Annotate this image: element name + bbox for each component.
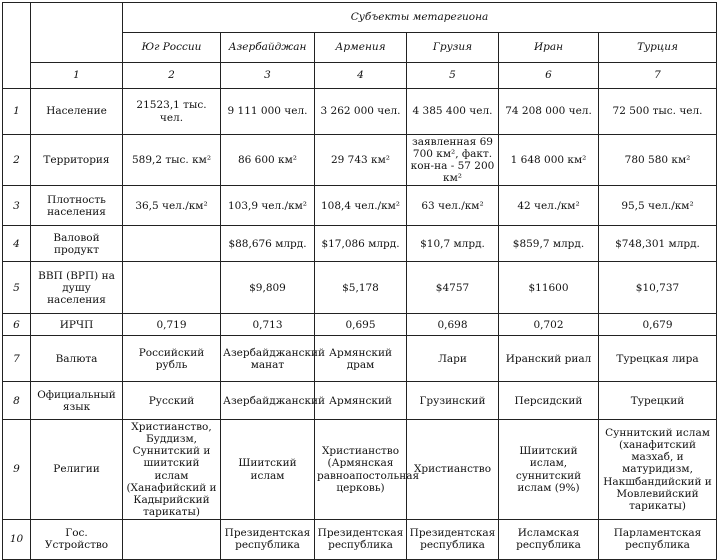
country-header: Юг России xyxy=(123,33,221,63)
table-cell: 0,679 xyxy=(599,314,717,336)
table-cell: 1 648 000 км² xyxy=(499,135,599,186)
table-cell: 86 600 км² xyxy=(221,135,315,186)
table-cell: Турецкая лира xyxy=(599,336,717,382)
table-row xyxy=(3,89,717,135)
table-cell: Иранский риал xyxy=(499,336,599,382)
row-number: 8 xyxy=(3,382,31,420)
table-cell: $10,737 xyxy=(599,262,717,314)
table-cell: Христианство, Буддизм, Суннитский и шиитский ислам (Ханафийский и Кадырийский тарикаты) xyxy=(123,420,221,520)
row-number: 10 xyxy=(3,519,31,559)
param-header-cell xyxy=(31,3,123,63)
table-cell: $11600 xyxy=(499,262,599,314)
table-cell: Христианство xyxy=(407,420,499,520)
row-label: Гос. Устройство xyxy=(31,519,123,559)
country-header: Иран xyxy=(499,33,599,63)
row-label: Валюта xyxy=(31,336,123,382)
column-number: 6 xyxy=(499,63,599,89)
row-label: ИРЧП xyxy=(31,314,123,336)
table-cell: 36,5 чел./км² xyxy=(123,186,221,226)
row-label: Валовой продукт xyxy=(31,226,123,262)
table-cell: Азербайджанский xyxy=(221,382,315,420)
table-cell: 63 чел./км² xyxy=(407,186,499,226)
table-cell: $88,676 млрд. xyxy=(221,226,315,262)
table-row xyxy=(3,519,717,559)
row-label: ВВП (ВРП) на душу населения xyxy=(31,262,123,314)
table-cell: Русский xyxy=(123,382,221,420)
table-cell xyxy=(123,519,221,559)
row-label: Религии xyxy=(31,420,123,520)
table-cell: 589,2 тыс. км² xyxy=(123,135,221,186)
table-row xyxy=(3,382,717,420)
table-row xyxy=(3,336,717,382)
table-cell: Парламентская республика xyxy=(599,519,717,559)
table-row xyxy=(3,262,717,314)
country-header: Грузия xyxy=(407,33,499,63)
column-number-row xyxy=(3,63,717,89)
table-cell: 21523,1 тыс. чел. xyxy=(123,89,221,135)
table-cell: 0,698 xyxy=(407,314,499,336)
table-cell: Президентская республика xyxy=(315,519,407,559)
table-row xyxy=(3,135,717,186)
table-row xyxy=(3,226,717,262)
table-cell: 3 262 000 чел. xyxy=(315,89,407,135)
table-cell: Азербайджанский манат xyxy=(221,336,315,382)
country-header: Азербайджан xyxy=(221,33,315,63)
table-cell: 103,9 чел./км² xyxy=(221,186,315,226)
row-label: Официальный язык xyxy=(31,382,123,420)
corner-cell xyxy=(3,3,31,89)
column-number: 1 xyxy=(31,63,123,89)
table-cell: Суннитский ислам (ханафитский мазхаб, и матуридизм, Накшбандийский и Мовлевийский тарикаты) xyxy=(599,420,717,520)
row-number: 7 xyxy=(3,336,31,382)
table-cell: Исламская республика xyxy=(499,519,599,559)
table-cell: Турецкий xyxy=(599,382,717,420)
column-number: 4 xyxy=(315,63,407,89)
table-cell: $17,086 млрд. xyxy=(315,226,407,262)
table-row xyxy=(3,420,717,520)
table-cell: Грузинский xyxy=(407,382,499,420)
table-cell xyxy=(123,226,221,262)
country-header: Армения xyxy=(315,33,407,63)
table-cell: Армянский драм xyxy=(315,336,407,382)
table-cell: 74 208 000 чел. xyxy=(499,89,599,135)
table-title: Субъекты метарегиона xyxy=(123,3,717,33)
table-cell: 95,5 чел./км² xyxy=(599,186,717,226)
row-number: 9 xyxy=(3,420,31,520)
table-cell: 4 385 400 чел. xyxy=(407,89,499,135)
table-cell: $4757 xyxy=(407,262,499,314)
table-cell xyxy=(123,262,221,314)
table-cell: заявленная 69 700 км², факт. кон-на - 57 200 км² xyxy=(407,135,499,186)
table-cell: $748,301 млрд. xyxy=(599,226,717,262)
table-cell: 0,702 xyxy=(499,314,599,336)
country-header: Турция xyxy=(599,33,717,63)
table-cell: 108,4 чел./км² xyxy=(315,186,407,226)
row-number: 5 xyxy=(3,262,31,314)
row-number: 2 xyxy=(3,135,31,186)
table-cell: Лари xyxy=(407,336,499,382)
table-cell: 42 чел./км² xyxy=(499,186,599,226)
table-cell: $859,7 млрд. xyxy=(499,226,599,262)
row-number: 1 xyxy=(3,89,31,135)
metaregion-table xyxy=(2,2,717,560)
row-number: 3 xyxy=(3,186,31,226)
table-cell: 29 743 км² xyxy=(315,135,407,186)
table-cell: $9,809 xyxy=(221,262,315,314)
table-cell: Президентская республика xyxy=(407,519,499,559)
table-cell: 0,719 xyxy=(123,314,221,336)
table-cell: 9 111 000 чел. xyxy=(221,89,315,135)
row-number: 4 xyxy=(3,226,31,262)
table-cell: Армянский xyxy=(315,382,407,420)
row-label: Плотность населения xyxy=(31,186,123,226)
column-number: 7 xyxy=(599,63,717,89)
table-cell: Шиитский ислам xyxy=(221,420,315,520)
table-cell: $10,7 млрд. xyxy=(407,226,499,262)
title-row xyxy=(3,3,717,33)
column-number: 2 xyxy=(123,63,221,89)
row-label: Территория xyxy=(31,135,123,186)
table-cell: 0,695 xyxy=(315,314,407,336)
table-row xyxy=(3,186,717,226)
table-cell: 72 500 тыс. чел. xyxy=(599,89,717,135)
row-number: 6 xyxy=(3,314,31,336)
table-cell: Шиитский ислам, суннитский ислам (9%) xyxy=(499,420,599,520)
table-cell: Христианство (Армянская равноапостольная церковь) xyxy=(315,420,407,520)
column-number: 5 xyxy=(407,63,499,89)
row-label: Население xyxy=(31,89,123,135)
table-cell: Российский рубль xyxy=(123,336,221,382)
table-cell: 780 580 км² xyxy=(599,135,717,186)
table-cell: Президентская республика xyxy=(221,519,315,559)
column-number: 3 xyxy=(221,63,315,89)
table-cell: $5,178 xyxy=(315,262,407,314)
table-row xyxy=(3,314,717,336)
table-cell: Персидский xyxy=(499,382,599,420)
table-cell: 0,713 xyxy=(221,314,315,336)
